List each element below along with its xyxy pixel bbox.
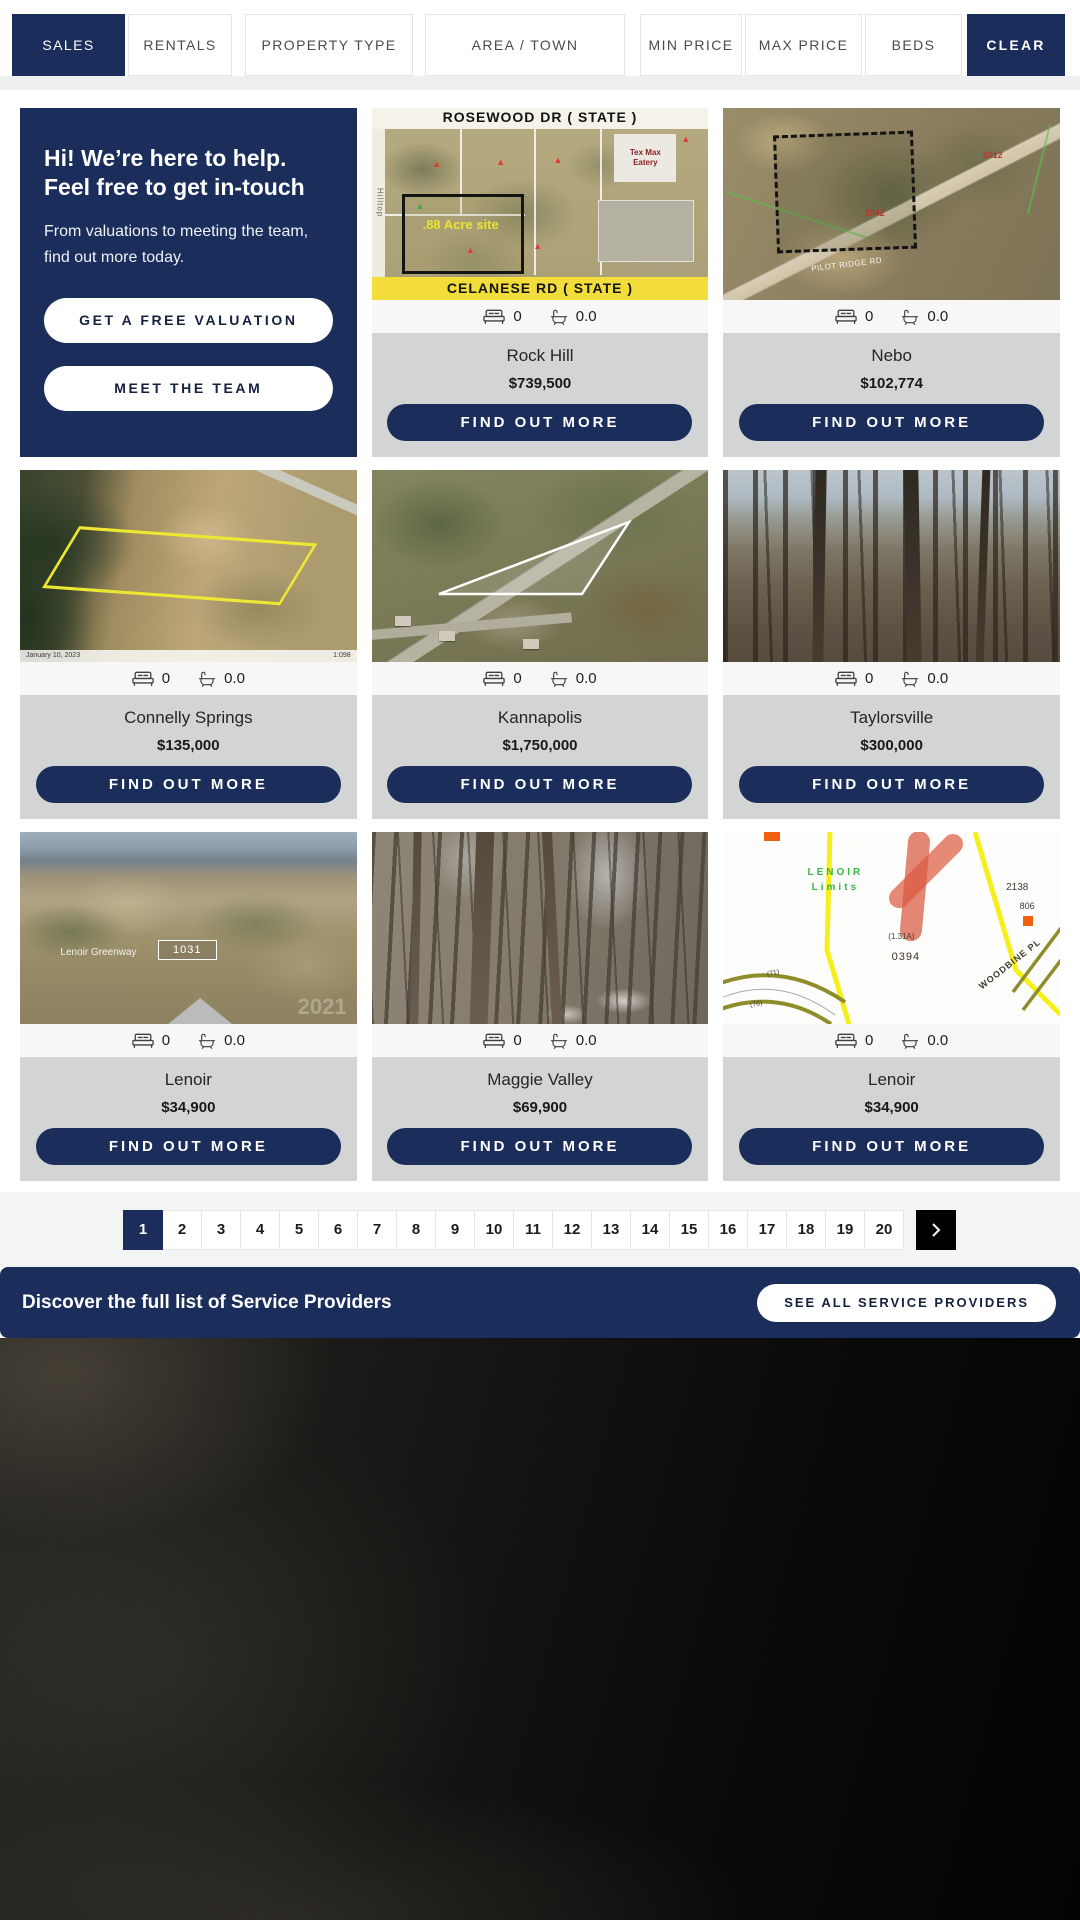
listing-details	[20, 695, 357, 819]
listing-photo-aerial[interactable]	[20, 470, 357, 662]
listing-card	[723, 108, 1060, 457]
page-button-17[interactable]: 17	[747, 1210, 787, 1250]
page-button-6[interactable]: 6	[318, 1210, 358, 1250]
beds-stat	[483, 308, 521, 325]
chevron-right-icon	[928, 1222, 944, 1238]
listing-photo-forest[interactable]	[372, 832, 709, 1024]
beds-stat	[835, 670, 873, 687]
map-date-label: January 10, 2023	[26, 652, 81, 659]
baths-count: 0.0	[927, 308, 949, 325]
page-button-8[interactable]: 8	[396, 1210, 436, 1250]
house-shape	[523, 639, 539, 649]
find-out-more-button[interactable]: FIND OUT MORE	[36, 766, 341, 803]
beds-count: 0	[513, 670, 522, 687]
listing-town: Rock Hill	[506, 346, 574, 365]
find-out-more-button[interactable]: FIND OUT MORE	[36, 1128, 341, 1165]
listing-town: Maggie Valley	[487, 1070, 593, 1089]
listing-details	[20, 1057, 357, 1181]
listing-details	[372, 1057, 709, 1181]
parcel-id-label: 3042	[864, 207, 885, 218]
map-ref-label: 806	[1019, 901, 1035, 912]
page-button-3[interactable]: 3	[201, 1210, 241, 1250]
map-ref-label: 2138	[1006, 881, 1029, 893]
listing-details	[372, 333, 709, 457]
listing-card	[372, 832, 709, 1181]
baths-stat	[901, 308, 948, 325]
bed-icon	[835, 671, 857, 687]
meet-the-team-button[interactable]: MEET THE TEAM	[44, 366, 333, 411]
listing-photo-plat-map[interactable]	[372, 108, 709, 300]
listing-stats	[372, 1024, 709, 1057]
find-out-more-button[interactable]: FIND OUT MORE	[739, 766, 1044, 803]
listing-details	[372, 695, 709, 819]
listing-town: Lenoir	[868, 1070, 916, 1089]
clear-filters-button[interactable]: CLEAR	[967, 14, 1065, 76]
listing-card	[372, 108, 709, 457]
providers-banner-text: Discover the full list of Service Providers	[22, 1291, 392, 1313]
page-button-5[interactable]: 5	[279, 1210, 319, 1250]
listing-price: $739,500	[508, 375, 572, 392]
baths-count: 0.0	[224, 1032, 245, 1049]
parcel-boundary-yellow	[42, 526, 317, 605]
bath-icon	[901, 671, 919, 687]
baths-count: 0.0	[575, 1032, 597, 1049]
beds-count: 0	[865, 1032, 874, 1049]
parcel-number-box: 1031	[158, 940, 216, 960]
parcel-number-label: 0394	[891, 951, 921, 964]
road-ref-label: (71)	[766, 969, 781, 979]
listing-price: $34,900	[161, 1099, 216, 1116]
listing-price: $69,900	[512, 1099, 568, 1116]
find-out-more-button[interactable]: FIND OUT MORE	[387, 404, 692, 441]
page-button-1[interactable]: 1	[123, 1210, 163, 1250]
beds-count: 0	[865, 670, 874, 687]
listing-town: Connelly Springs	[124, 708, 253, 727]
listing-stats	[372, 662, 709, 695]
tab-rentals[interactable]: RENTALS	[128, 14, 232, 76]
beds-stat	[132, 670, 170, 687]
listing-stats	[723, 662, 1060, 695]
plat-roads-drawing	[723, 832, 1060, 1024]
bed-icon	[835, 309, 857, 325]
baths-stat	[901, 670, 948, 687]
map-marker-green: ▲	[415, 201, 425, 212]
page-button-15[interactable]: 15	[669, 1210, 709, 1250]
baths-count: 0.0	[575, 670, 597, 687]
find-out-more-button[interactable]: FIND OUT MORE	[387, 1128, 692, 1165]
baths-stat	[901, 1032, 948, 1049]
listing-details	[723, 333, 1060, 457]
promo-body: From valuations to meeting the team, find out more today.	[44, 223, 309, 266]
listing-price: $135,000	[157, 737, 220, 754]
listing-stats	[723, 1024, 1060, 1057]
house-shape	[439, 631, 455, 641]
house-shape	[395, 616, 411, 626]
map-marker: ▲	[533, 241, 543, 252]
page-button-18[interactable]: 18	[786, 1210, 826, 1250]
beds-count: 0	[513, 1032, 522, 1049]
find-out-more-button[interactable]: FIND OUT MORE	[387, 766, 692, 803]
page-button-19[interactable]: 19	[825, 1210, 865, 1250]
bath-icon	[550, 1033, 568, 1049]
listing-photo-plat-map[interactable]	[723, 832, 1060, 1024]
listing-price: $34,900	[864, 1099, 919, 1116]
beds-count: 0	[161, 670, 171, 687]
listing-town: Taylorsville	[850, 708, 934, 727]
page-button-16[interactable]: 16	[708, 1210, 748, 1250]
pagination	[0, 1192, 1080, 1267]
listing-town: Nebo	[871, 346, 912, 365]
map-site-label: .88 Acre site	[422, 217, 499, 232]
next-page-button[interactable]	[916, 1210, 956, 1250]
baths-stat	[550, 1032, 597, 1049]
listing-details	[723, 695, 1060, 819]
contact-promo-card	[20, 108, 357, 457]
beds-count: 0	[161, 1032, 171, 1049]
beds-stat	[483, 1032, 521, 1049]
map-side-street-label: Hilltop	[372, 129, 385, 277]
city-limits-line2: Limits	[811, 881, 860, 893]
tree-trunk	[410, 832, 422, 1024]
parcel-id-label: 3012	[982, 150, 1003, 161]
map-marker: ▲	[553, 155, 563, 165]
map-marker: ▲	[681, 133, 691, 144]
filter-bar	[0, 14, 1080, 90]
road-name-label: WOODBINE PL	[977, 936, 1044, 991]
baths-count: 0.0	[224, 670, 245, 687]
free-valuation-button[interactable]: GET A FREE VALUATION	[44, 298, 333, 343]
map-marker: ▲	[465, 245, 475, 256]
listing-price: $1,750,000	[502, 737, 578, 754]
beds-count: 0	[865, 308, 874, 325]
beds-stat	[132, 1032, 170, 1049]
page-button-14[interactable]: 14	[630, 1210, 670, 1250]
tab-sales[interactable]: SALES	[12, 14, 125, 76]
map-scale-label: 1:098	[333, 652, 351, 659]
filter-property-type[interactable]: PROPERTY TYPE	[245, 14, 413, 76]
bath-icon	[550, 309, 568, 325]
listing-town: Lenoir	[164, 1070, 212, 1089]
listing-town: Kannapolis	[497, 708, 583, 727]
baths-stat	[550, 670, 597, 687]
page-button-12[interactable]: 12	[552, 1210, 592, 1250]
beds-stat	[835, 308, 873, 325]
baths-count: 0.0	[575, 308, 597, 325]
listing-card	[20, 832, 357, 1181]
bed-icon	[483, 309, 505, 325]
tree-trunk	[976, 470, 991, 662]
bed-icon	[835, 1033, 857, 1049]
page-button-9[interactable]: 9	[435, 1210, 475, 1250]
listing-photo-forest[interactable]	[723, 470, 1060, 662]
see-all-service-providers-button[interactable]: SEE ALL SERVICE PROVIDERS	[757, 1284, 1056, 1322]
page-button-7[interactable]: 7	[357, 1210, 397, 1250]
find-out-more-button[interactable]: FIND OUT MORE	[739, 404, 1044, 441]
bath-icon	[901, 309, 919, 325]
tree-trunk	[903, 470, 921, 662]
bed-icon	[132, 1033, 154, 1049]
listing-stats	[20, 1024, 357, 1057]
beds-stat	[835, 1032, 873, 1049]
bed-icon	[483, 1033, 505, 1049]
listing-price: $300,000	[860, 737, 923, 754]
filter-bar-underline	[0, 76, 1080, 90]
tree-trunk	[812, 470, 826, 662]
listing-stats	[723, 300, 1060, 333]
baths-stat	[198, 670, 245, 687]
bath-icon	[901, 1033, 919, 1049]
listing-stats	[372, 300, 709, 333]
filter-row	[12, 14, 1068, 76]
find-out-more-button[interactable]: FIND OUT MORE	[739, 1128, 1044, 1165]
greenway-label: Lenoir Greenway	[60, 947, 137, 959]
filter-beds[interactable]: BEDS	[865, 14, 962, 76]
map-road-banner-top: ROSEWOOD DR ( STATE )	[372, 108, 709, 129]
listing-details	[723, 1057, 1060, 1181]
listings-grid	[20, 108, 1060, 1181]
listing-card	[372, 470, 709, 819]
footer-background-photo	[0, 1338, 1080, 1920]
page-button-10[interactable]: 10	[474, 1210, 514, 1250]
page-button-20[interactable]: 20	[864, 1210, 904, 1250]
parcel-wedge-outline	[434, 516, 634, 601]
bath-icon	[550, 671, 568, 687]
plat-line	[534, 129, 536, 275]
beds-stat	[483, 670, 521, 687]
listing-card	[723, 470, 1060, 819]
tree-trunk	[469, 832, 494, 1024]
baths-stat	[550, 308, 597, 325]
page-button-11[interactable]: 11	[513, 1210, 553, 1250]
filter-max-price[interactable]: MAX PRICE	[745, 14, 862, 76]
parcel-area-label: (1.31A)	[888, 931, 915, 941]
map-building	[614, 134, 676, 182]
listing-photo-aerial[interactable]	[723, 108, 1060, 300]
tree-trunk	[541, 832, 562, 1024]
filter-area-town[interactable]: AREA / TOWN	[425, 14, 625, 76]
listing-card	[20, 470, 357, 819]
map-marker-square	[1023, 916, 1033, 926]
road-ref-label: (76)	[749, 999, 764, 1010]
map-marker: ▲	[496, 156, 506, 167]
bed-icon	[483, 671, 505, 687]
road-name-label: PILOT RIDGE RD	[810, 255, 883, 273]
bed-icon	[132, 671, 154, 687]
city-limits-label	[807, 865, 863, 895]
map-footer-strip	[20, 650, 357, 662]
map-parking-lot	[598, 200, 694, 262]
map-marker-square	[764, 832, 780, 841]
parcel-boundary-dashed	[773, 131, 917, 254]
map-building-label: Tex Max Eatery	[629, 147, 661, 167]
photo-watermark: 2021	[297, 994, 347, 1020]
baths-count: 0.0	[927, 1032, 949, 1049]
listing-price: $102,774	[860, 375, 923, 392]
filter-min-price[interactable]: MIN PRICE	[640, 14, 742, 76]
city-limits-line1: LENOIR	[807, 866, 864, 878]
house-roof-shape	[168, 998, 232, 1024]
road-shape	[216, 470, 356, 526]
bath-icon	[198, 1033, 216, 1049]
map-road-banner-bottom: CELANESE RD ( STATE )	[372, 277, 709, 300]
map-marker: ▲	[432, 158, 442, 169]
page-button-4[interactable]: 4	[240, 1210, 280, 1250]
page-button-13[interactable]: 13	[591, 1210, 631, 1250]
promo-heading: Hi! We’re here to help. Feel free to get in-touch	[44, 145, 305, 201]
baths-stat	[198, 1032, 245, 1049]
page-button-2[interactable]: 2	[162, 1210, 202, 1250]
listing-photo-aerial[interactable]	[20, 832, 357, 1024]
listing-stats	[20, 662, 357, 695]
baths-count: 0.0	[927, 670, 949, 687]
service-providers-banner	[0, 1267, 1080, 1338]
bath-icon	[198, 671, 216, 687]
listing-card	[723, 832, 1060, 1181]
beds-count: 0	[513, 308, 522, 325]
listing-photo-aerial[interactable]	[372, 470, 709, 662]
